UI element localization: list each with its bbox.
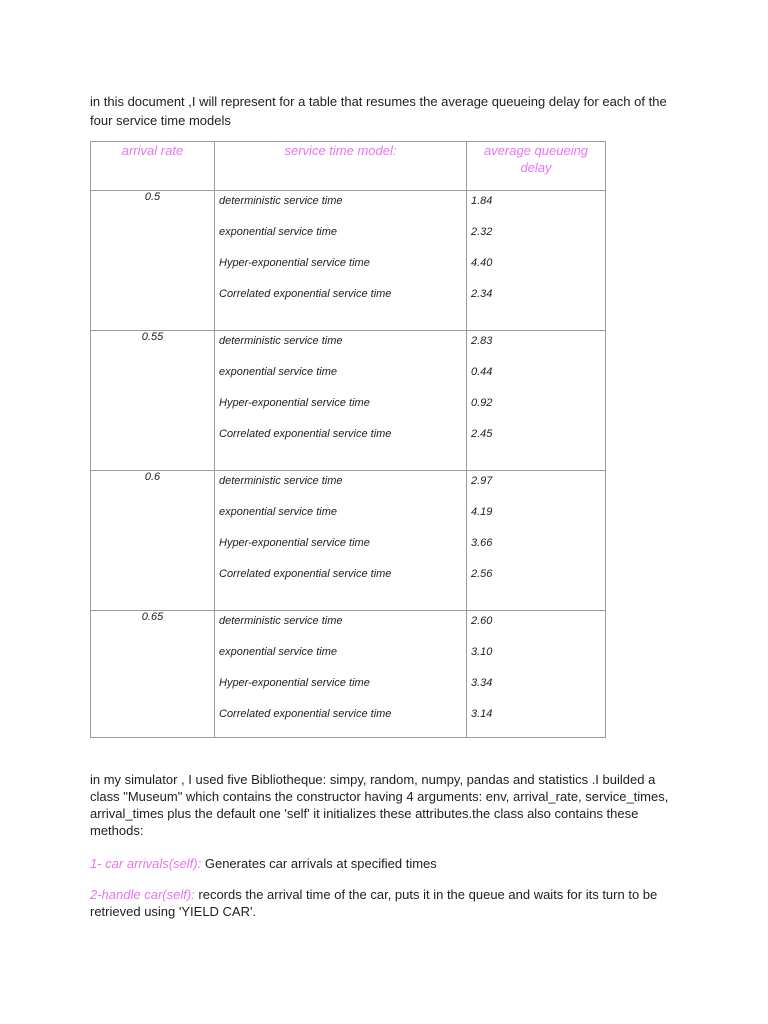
delay-value: 2.97 bbox=[471, 475, 493, 487]
model-label: Hyper-exponential service time bbox=[219, 537, 370, 549]
arrival-rate-cell: 0.65 bbox=[91, 611, 215, 738]
models-cell bbox=[215, 471, 467, 611]
delay-value: 3.10 bbox=[471, 646, 493, 658]
delays-cell bbox=[467, 331, 606, 471]
table-row bbox=[91, 471, 606, 611]
method-name: 2-handle car(self): bbox=[90, 887, 195, 902]
table-row bbox=[91, 331, 606, 471]
model-label: deterministic service time bbox=[219, 195, 343, 207]
table-header-row bbox=[91, 142, 606, 191]
intro-paragraph: in this document ,I will represent for a table that resumes the average queueing delay for each of the four service time models bbox=[90, 94, 667, 128]
model-label: exponential service time bbox=[219, 646, 338, 658]
method-description: records the arrival time of the car, puts it in the queue and waits for its turn to be retrieved using 'YIELD CAR'. bbox=[90, 887, 658, 919]
delay-value: 4.40 bbox=[471, 257, 493, 269]
model-label: Correlated exponential service time bbox=[219, 568, 392, 580]
model-label: exponential service time bbox=[219, 506, 338, 518]
method-description: Generates car arrivals at specified times bbox=[201, 856, 437, 871]
header-arrival-rate: arrival rate bbox=[91, 142, 215, 191]
delay-value: 2.83 bbox=[471, 335, 493, 347]
arrival-rate-cell: 0.6 bbox=[91, 471, 215, 611]
header-service-time-model: service time model: bbox=[215, 142, 467, 191]
arrival-rate-cell: 0.5 bbox=[91, 191, 215, 331]
delay-value: 4.19 bbox=[471, 506, 493, 518]
delay-value: 2.56 bbox=[471, 568, 493, 580]
model-label: deterministic service time bbox=[219, 335, 343, 347]
models-cell bbox=[215, 191, 467, 331]
model-label: deterministic service time bbox=[219, 615, 343, 627]
model-label: Correlated exponential service time bbox=[219, 288, 392, 300]
delay-value: 2.32 bbox=[471, 226, 493, 238]
delay-value: 2.60 bbox=[471, 615, 493, 627]
table-row bbox=[91, 191, 606, 331]
queueing-delay-table bbox=[90, 141, 606, 738]
method-name: 1- car arrivals(self): bbox=[90, 856, 202, 871]
delay-value: 2.34 bbox=[471, 288, 493, 300]
model-label: exponential service time bbox=[219, 226, 338, 238]
model-label: Hyper-exponential service time bbox=[219, 257, 370, 269]
delays-cell bbox=[467, 471, 606, 611]
delay-value: 3.34 bbox=[471, 677, 493, 689]
table-row bbox=[91, 611, 606, 738]
arrival-rate-cell: 0.55 bbox=[91, 331, 215, 471]
delay-value: 0.44 bbox=[471, 366, 493, 378]
method-item bbox=[90, 886, 680, 920]
model-label: deterministic service time bbox=[219, 475, 343, 487]
delay-value: 1.84 bbox=[471, 195, 493, 207]
model-label: Hyper-exponential service time bbox=[219, 677, 370, 689]
simulator-paragraph: in my simulator , I used five Bibliotheque: simpy, random, numpy, pandas and statistics .I builded a class "Museum" which contains the constructor having 4 arguments: env, arrival_rate, service_times, arrival_times plus the default one 'self' it initializes these attributes.the class also contains these methods: bbox=[90, 772, 669, 838]
method-item bbox=[90, 855, 680, 872]
models-cell bbox=[215, 331, 467, 471]
delays-cell bbox=[467, 191, 606, 331]
model-label: Correlated exponential service time bbox=[219, 708, 392, 720]
model-label: Hyper-exponential service time bbox=[219, 397, 370, 409]
delay-value: 3.66 bbox=[471, 537, 493, 549]
models-cell bbox=[215, 611, 467, 738]
delays-cell bbox=[467, 611, 606, 738]
delay-value: 3.14 bbox=[471, 708, 493, 720]
model-label: exponential service time bbox=[219, 366, 338, 378]
delay-value: 2.45 bbox=[471, 428, 493, 440]
header-average-queueing-delay: average queueing delay bbox=[467, 142, 606, 191]
delay-value: 0.92 bbox=[471, 397, 493, 409]
model-label: Correlated exponential service time bbox=[219, 428, 392, 440]
